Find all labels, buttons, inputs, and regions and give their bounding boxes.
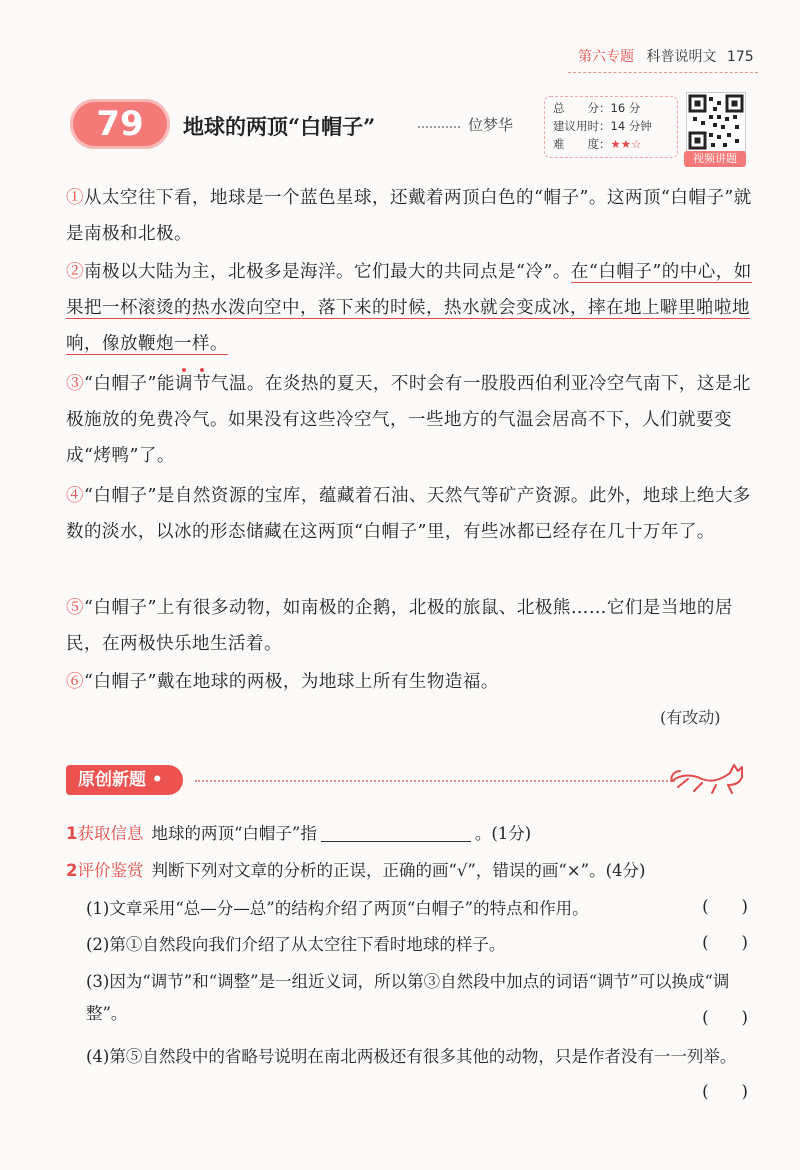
difficulty-label: 难 度： — [553, 137, 611, 151]
paragraph-2 — [66, 254, 756, 362]
time-label: 建议用时： — [553, 119, 611, 133]
lesson-number-badge — [70, 99, 170, 149]
question-number: 1 — [66, 824, 78, 843]
underlined-sentence: 在“白帽子”的中心，如果把一杯滚烫的热水泼向空中，落下来的时候，热水就会变成冰，摔在地上噼里啪啦地响，像放鞭炮一样。 — [66, 262, 752, 354]
difficulty-stars: ★★☆ — [610, 137, 642, 151]
paragraph-text: “白帽子”上有很多动物，如南极的企鹅，北极的旅鼠、北极熊……它们是当地的居民，在两极快乐地生活着。 — [66, 598, 733, 654]
answer-paren-1[interactable]: ( ) — [702, 897, 748, 916]
question-2 — [66, 857, 766, 885]
question-type: 评价鉴赏 — [77, 861, 144, 880]
dotted-char: 调 — [174, 374, 193, 394]
dotted-char: 节 — [192, 374, 211, 394]
paragraph-number: ⑥ — [66, 672, 84, 692]
time-value: 14 分钟 — [610, 119, 652, 133]
paragraph-1 — [66, 180, 756, 252]
paragraph-text: “白帽子”戴在地球的两极，为地球上所有生物造福。 — [84, 672, 499, 692]
header-divider — [568, 72, 758, 73]
paragraph-3 — [66, 366, 756, 474]
answer-paren-3[interactable]: ( ) — [702, 1008, 748, 1027]
question-type: 获取信息 — [77, 824, 144, 843]
question-number: 2 — [66, 861, 78, 880]
qr-code-icon[interactable] — [686, 92, 746, 152]
paragraph-5 — [66, 590, 756, 662]
answer-paren-4[interactable]: ( ) — [702, 1082, 748, 1101]
topic-label: 第六专题 — [578, 49, 634, 65]
lesson-title: 地球的两顶“白帽子” — [183, 114, 376, 139]
judge-item-1: (1)文章采用“总—分—总”的结构介绍了两顶“白帽子”的特点和作用。 — [86, 899, 589, 918]
paragraph-text: “白帽子”是自然资源的宝库，蕴藏着石油、天然气等矿产资源。此外，地球上绝大多数的淡水，以冰的形态储藏在这两顶“白帽子”里，有些冰都已经存在几十万年了。 — [66, 486, 751, 542]
paragraph-number: ② — [66, 262, 84, 282]
category-label: 科普说明文 — [646, 49, 717, 65]
paragraph-text: 从太空往下看，地球是一个蓝色星球，还戴着两顶白色的“帽子”。这两顶“白帽子”就是南极和北极。 — [66, 188, 752, 244]
video-explain-button[interactable]: 视频讲题 — [684, 151, 746, 167]
paragraph-text: 南极以大陆为主，北极多是海洋。它们最大的共同点是“冷”。 — [84, 262, 571, 282]
page-number: 175 — [726, 49, 754, 65]
question-text: 地球的两顶“白帽子”指 — [151, 824, 317, 843]
question-score: 。(1分) — [474, 824, 532, 843]
paragraph-number: ④ — [66, 486, 84, 506]
judge-item-2: (2)第①自然段向我们介绍了从太空往下看时地球的样子。 — [86, 935, 506, 954]
paragraph-number: ① — [66, 188, 84, 208]
question-text: 判断下列对文章的分析的正误，正确的画“√”，错误的画“×”。(4分) — [151, 861, 646, 880]
paragraph-4 — [66, 478, 756, 550]
source-note: (有改动) — [660, 708, 721, 727]
section-title: 原创新题 • — [66, 765, 183, 795]
paragraph-number: ⑤ — [66, 598, 84, 618]
question-1 — [66, 820, 766, 848]
answer-paren-2[interactable]: ( ) — [702, 933, 748, 952]
author: 位梦华 — [468, 116, 514, 134]
title-dots — [418, 126, 460, 128]
paragraph-text: 气温。在炎热的夏天，不时会有一股股西伯利亚冷空气南下，这是北极施放的免费冷气。如果没有这些冷空气，一些地方的气温会居高不下，人们就要变成“烤鸭”了。 — [66, 374, 751, 466]
section-divider — [195, 780, 675, 782]
running-header — [578, 46, 754, 66]
score-label: 总 分： — [553, 101, 611, 115]
lesson-number: 79 — [96, 104, 144, 144]
cat-icon — [668, 757, 748, 801]
judge-item-4: (4)第⑤自然段中的省略号说明在南北两极还有很多其他的动物，只是作者没有一一列举。 — [86, 1047, 737, 1066]
paragraph-text: “白帽子”能 — [84, 374, 175, 394]
info-box — [544, 96, 678, 158]
judge-item-3: (3)因为“调节”和“调整”是一组近义词，所以第③自然段中加点的词语“调节”可以换成“调整”。 — [86, 972, 730, 1023]
score-value: 16 分 — [610, 101, 641, 115]
paragraph-6 — [66, 664, 756, 700]
answer-blank[interactable] — [321, 841, 471, 842]
paragraph-number: ③ — [66, 374, 84, 394]
